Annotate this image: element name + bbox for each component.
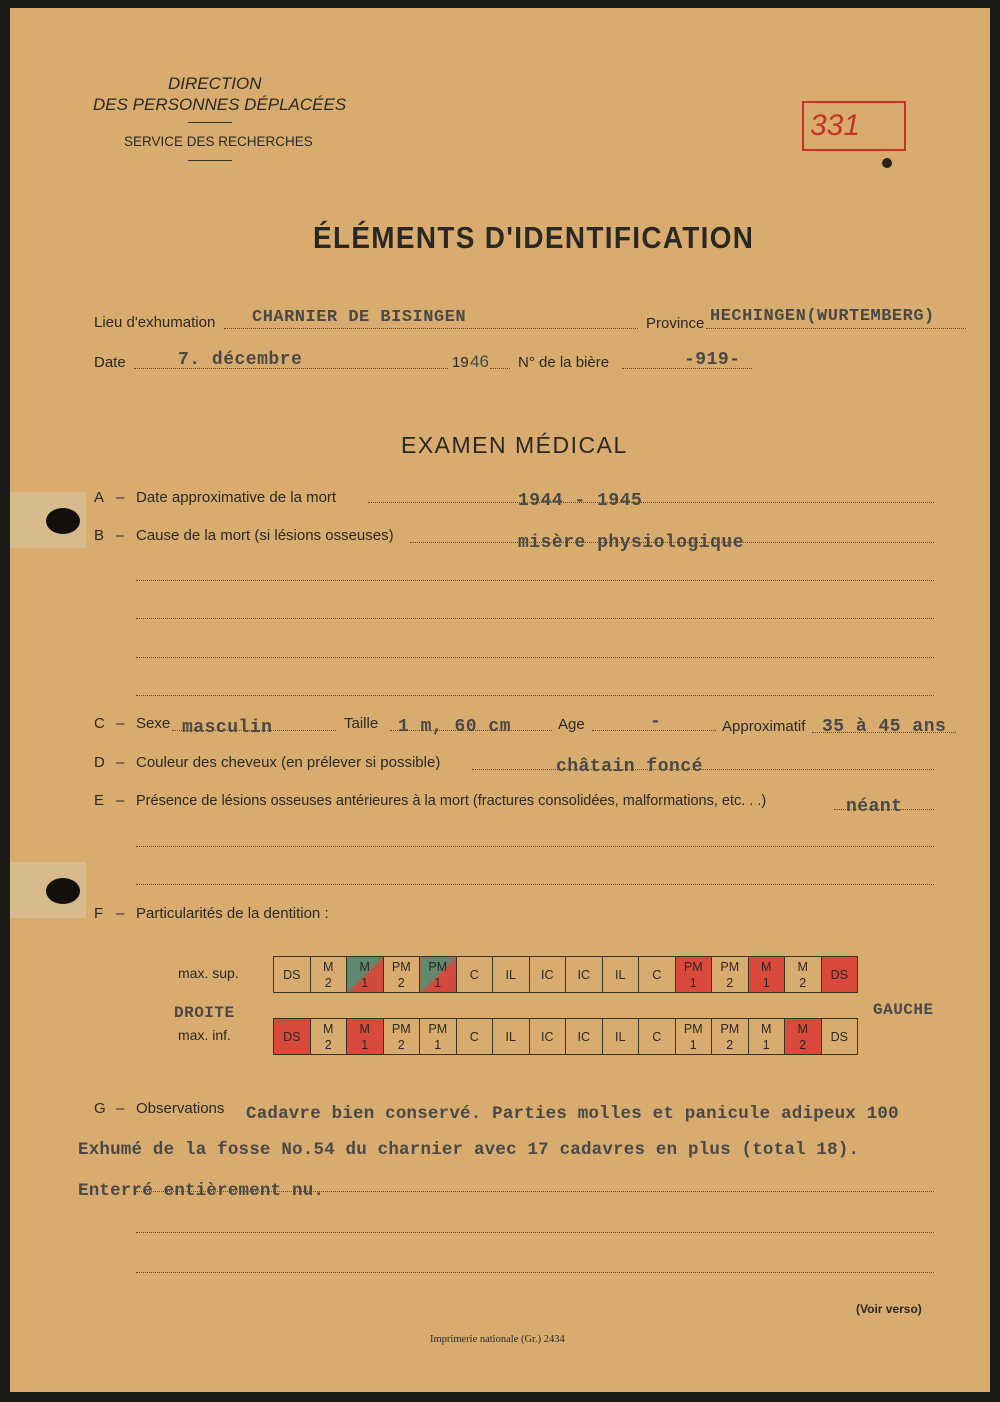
tooth-number: 2 <box>397 975 405 990</box>
punch-dot <box>882 158 892 168</box>
tooth-cell-lower <box>347 1019 384 1055</box>
tooth-number: 1 <box>762 1037 770 1052</box>
tooth-cell-lower <box>310 1019 347 1055</box>
tooth-number: 2 <box>799 1037 807 1052</box>
tooth-type: PM <box>428 959 448 974</box>
b-dotline-4 <box>136 657 934 658</box>
tooth-type: IC <box>577 1029 590 1044</box>
tooth-cell-lower <box>529 1019 566 1055</box>
b-dotline-3 <box>136 618 934 619</box>
sexe-value: masculin <box>182 718 273 738</box>
a-letter: A <box>94 489 105 506</box>
tooth-cell-lower <box>493 1019 530 1055</box>
observations-dotline-4 <box>136 1272 934 1273</box>
tooth-number: 2 <box>799 975 807 990</box>
tooth-type: C <box>469 967 479 982</box>
tooth-cell-upper <box>493 957 530 993</box>
header-divider <box>188 122 232 123</box>
tooth-type: IL <box>505 1029 516 1044</box>
year-dotline <box>490 368 510 369</box>
e-label: Présence de lésions osseuses antérieures à la mort (fractures consolidées, malformations, etc. . .) <box>136 793 767 809</box>
tooth-cell-upper <box>274 957 311 993</box>
b-dotline-5 <box>136 695 934 696</box>
max-sup-label: max. sup. <box>178 965 239 981</box>
tooth-cell-upper <box>566 957 603 993</box>
imprimerie-nationale: Imprimerie nationale (Gr.) 2434 <box>430 1334 565 1345</box>
tooth-type: DS <box>830 1029 848 1044</box>
tooth-type: PM <box>683 959 703 974</box>
b-value: misère physiologique <box>518 533 745 553</box>
d-value: châtain foncé <box>556 757 703 777</box>
a-dotline <box>368 502 934 503</box>
tooth-cell-lower <box>420 1019 457 1055</box>
header-service-recherches: SERVICE DES RECHERCHES <box>124 134 313 149</box>
approximatif-label: Approximatif <box>722 718 806 735</box>
observations-line-2: Exhumé de la fosse No.54 du charnier avec 17 cadavres en plus (total 18). <box>78 1140 860 1160</box>
f-letter: F <box>94 905 104 922</box>
tooth-number: 1 <box>762 975 770 990</box>
observations-label: Observations <box>136 1100 225 1117</box>
e-letter: E <box>94 792 105 809</box>
tooth-number: 1 <box>434 975 442 990</box>
tooth-type: PM <box>720 1021 740 1036</box>
e-dotline-2 <box>136 846 934 847</box>
tooth-type: PM <box>391 1021 411 1036</box>
tooth-type: DS <box>830 967 848 982</box>
tooth-number: 2 <box>324 975 332 990</box>
year-value: 46 <box>470 352 489 371</box>
taille-label: Taille <box>344 715 379 732</box>
tooth-type: M <box>761 959 772 974</box>
f-dash: – <box>116 905 125 922</box>
tooth-type: IC <box>541 967 554 982</box>
form-title: ÉLÉMENTS D'IDENTIFICATION <box>313 220 755 255</box>
tooth-type: DS <box>283 967 301 982</box>
tooth-type: C <box>469 1029 479 1044</box>
lieu-label: Lieu d'exhumation <box>94 314 216 331</box>
header-divider-bottom <box>188 160 232 161</box>
g-dash: – <box>116 1100 125 1117</box>
sexe-label: Sexe <box>136 715 171 732</box>
tooth-cell-lower <box>456 1019 493 1055</box>
lieu-value: CHARNIER DE BISINGEN <box>252 308 467 327</box>
tooth-type: M <box>359 1021 370 1036</box>
date-label: Date <box>94 354 126 371</box>
tooth-number: 1 <box>689 1037 697 1052</box>
max-inf-label: max. inf. <box>178 1027 231 1043</box>
b-letter: B <box>94 527 105 544</box>
tooth-type: C <box>652 1029 662 1044</box>
tooth-cell-upper <box>347 957 384 993</box>
identification-form-sheet <box>10 8 990 1392</box>
tooth-cell-upper <box>821 957 858 993</box>
d-dash: – <box>116 754 125 771</box>
gauche-label: GAUCHE <box>873 1001 934 1019</box>
tooth-type: IC <box>577 967 590 982</box>
droite-label: DROITE <box>174 1004 235 1022</box>
f-label: Particularités de la dentition : <box>136 905 329 922</box>
tooth-type: M <box>323 959 334 974</box>
tooth-cell-upper <box>420 957 457 993</box>
tooth-type: M <box>323 1021 334 1036</box>
file-number-stamp <box>802 101 906 151</box>
tooth-cell-upper <box>529 957 566 993</box>
tooth-type: PM <box>720 959 740 974</box>
g-letter: G <box>94 1100 106 1117</box>
a-label: Date approximative de la mort <box>136 489 337 506</box>
tooth-number: 1 <box>689 975 697 990</box>
tooth-cell-lower <box>712 1019 749 1055</box>
date-value: 7. décembre <box>178 350 303 370</box>
province-label: Province <box>646 315 705 332</box>
e-value: néant <box>846 797 903 817</box>
tooth-number: 2 <box>726 1037 734 1052</box>
tooth-type: PM <box>428 1021 448 1036</box>
section-title-examen: EXAMEN MÉDICAL <box>401 432 628 458</box>
tooth-cell-upper <box>456 957 493 993</box>
tooth-type: M <box>761 1021 772 1036</box>
observations-line-3: Enterré entièrement nu. <box>78 1181 325 1201</box>
tooth-type: DS <box>283 1029 301 1044</box>
tooth-type: PM <box>391 959 411 974</box>
header-personnes-deplacees: DES PERSONNES DÉPLACÉES <box>93 95 347 114</box>
tooth-cell-lower <box>821 1019 858 1055</box>
tooth-cell-upper <box>748 957 785 993</box>
e-dash: – <box>116 792 125 809</box>
d-dotline <box>472 769 934 770</box>
tooth-cell-upper <box>383 957 420 993</box>
tooth-number: 2 <box>397 1037 405 1052</box>
tooth-cell-lower <box>675 1019 712 1055</box>
b-label: Cause de la mort (si lésions osseuses) <box>136 527 394 544</box>
tooth-number: 2 <box>324 1037 332 1052</box>
d-letter: D <box>94 754 105 771</box>
tooth-cell-lower <box>602 1019 639 1055</box>
tooth-cell-upper <box>639 957 676 993</box>
punch-hole-bottom <box>46 878 80 904</box>
approximatif-value: 35 à 45 ans <box>822 717 947 737</box>
c-dash: – <box>116 715 125 732</box>
tooth-type: PM <box>683 1021 703 1036</box>
tooth-cell-lower <box>566 1019 603 1055</box>
tooth-type: IC <box>541 1029 554 1044</box>
a-dash: – <box>116 489 125 506</box>
observations-dotline-3 <box>136 1232 934 1233</box>
taille-value: 1 m, 60 cm <box>398 717 512 737</box>
tooth-cell-lower <box>274 1019 311 1055</box>
tooth-cell-upper <box>712 957 749 993</box>
tooth-type: IL <box>615 1029 626 1044</box>
observations-line-1: Cadavre bien conservé. Parties molles et panicule adipeux 100 <box>246 1104 899 1124</box>
tooth-cell-lower <box>748 1019 785 1055</box>
tooth-cell-lower <box>785 1019 822 1055</box>
age-value: - <box>650 712 662 732</box>
tooth-type: M <box>359 959 370 974</box>
tooth-type: IL <box>615 967 626 982</box>
header-direction: DIRECTION <box>168 74 262 93</box>
file-number: 331 <box>810 109 861 142</box>
biere-value: -919- <box>684 350 741 370</box>
b-dash: – <box>116 527 125 544</box>
b-dotline-2 <box>136 580 934 581</box>
biere-label: N° de la bière <box>518 354 610 371</box>
province-value: HECHINGEN(WURTEMBERG) <box>710 307 935 326</box>
tooth-cell-upper <box>310 957 347 993</box>
tooth-number: 1 <box>434 1037 442 1052</box>
province-dotline <box>706 328 966 329</box>
tooth-cell-lower <box>639 1019 676 1055</box>
punch-hole-top <box>46 508 80 534</box>
tooth-number: 2 <box>726 975 734 990</box>
lieu-dotline <box>224 328 638 329</box>
e-dotline-3 <box>136 884 934 885</box>
age-label: Age <box>558 716 585 733</box>
tooth-number: 1 <box>361 975 369 990</box>
dentition-lower-grid <box>273 1018 858 1055</box>
tooth-cell-upper <box>785 957 822 993</box>
tooth-cell-upper <box>675 957 712 993</box>
tooth-type: M <box>797 959 808 974</box>
tooth-cell-upper <box>602 957 639 993</box>
tooth-type: IL <box>505 967 516 982</box>
voir-verso: (Voir verso) <box>856 1302 922 1316</box>
c-letter: C <box>94 715 105 732</box>
year-prefix: 19 <box>452 354 469 371</box>
tooth-cell-lower <box>383 1019 420 1055</box>
tooth-number: 1 <box>361 1037 369 1052</box>
tooth-type: C <box>652 967 662 982</box>
a-value: 1944 - 1945 <box>518 491 643 511</box>
dentition-upper-grid <box>273 956 858 993</box>
tooth-type: M <box>797 1021 808 1036</box>
d-label: Couleur des cheveux (en prélever si possible) <box>136 754 441 771</box>
